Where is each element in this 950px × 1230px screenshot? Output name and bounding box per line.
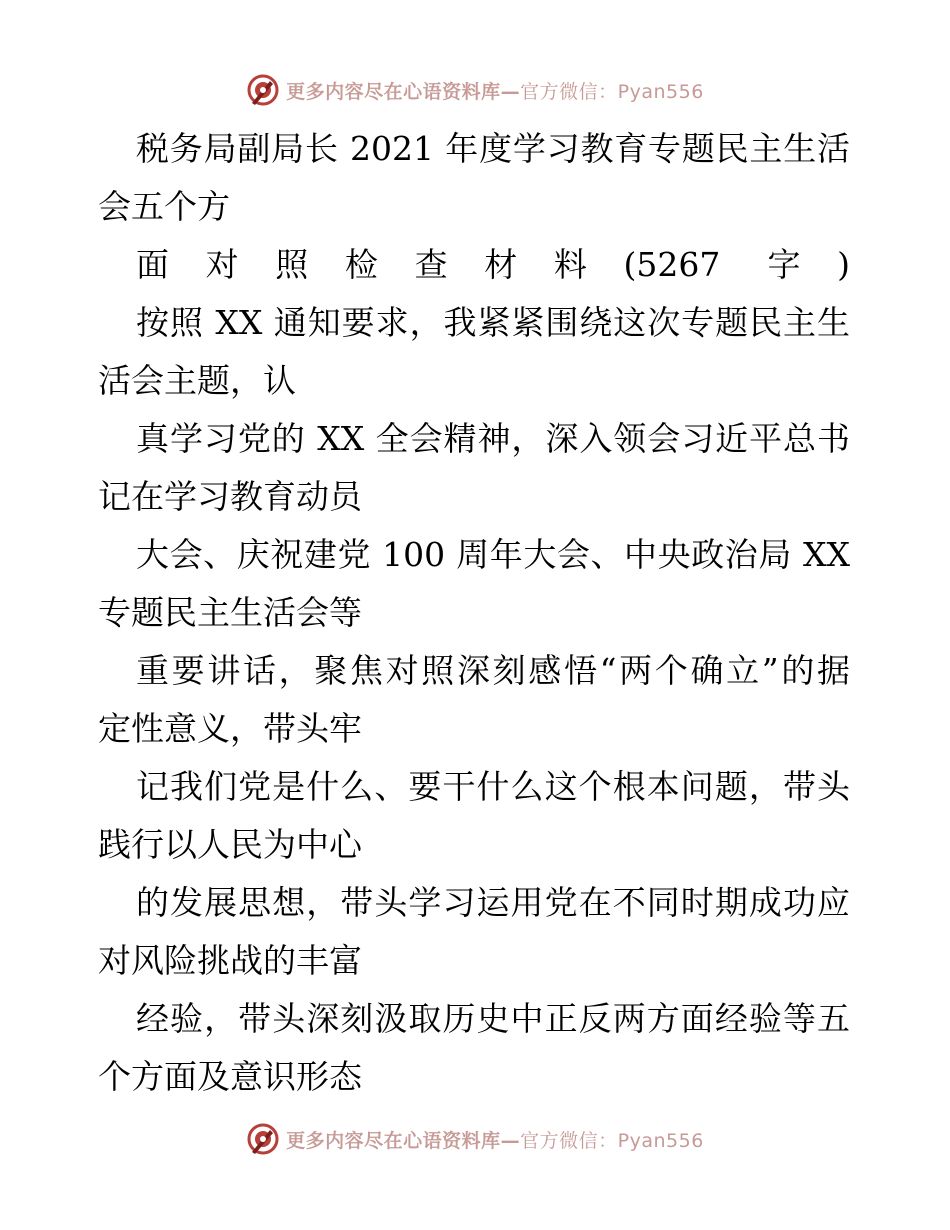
watermark-text: [286, 1126, 704, 1153]
header-watermark: [0, 68, 950, 112]
text-line: 专题民主生活会等: [98, 593, 362, 632]
text-line: 个方面及意识形态: [98, 1057, 362, 1096]
text-line: 记在学习教育动员: [98, 477, 362, 516]
text-line: 的发展思想，带头学习运用党在不同时期成功应: [136, 883, 850, 922]
quill-seal-icon: [246, 73, 280, 107]
text-line: 经验，带头深刻汲取历史中正反两方面经验等五: [136, 999, 850, 1038]
text-line: 面对照检查材料(5267 字): [136, 245, 850, 284]
text-line: 记我们党是什么、要干什么这个根本问题，带头: [136, 767, 850, 806]
document-body: [98, 120, 850, 1106]
text-line: 践行以人民为中心: [98, 825, 362, 864]
watermark-library-text: 更多内容尽在心语资料库—: [286, 80, 521, 103]
text-line: 税务局副局长 2021 年度学习教育专题民主生活: [136, 129, 850, 168]
text-line: 会五个方: [98, 187, 230, 226]
text-line: 对风险挑战的丰富: [98, 941, 362, 980]
text-line: 真学习党的 XX 全会精神，深入领会习近平总书: [136, 419, 850, 458]
text-line: 定性意义，带头牢: [98, 709, 362, 748]
watermark-library-text: 更多内容尽在心语资料库—: [286, 1129, 521, 1152]
watermark-wechat-text: 官方微信：Pyan556: [520, 1129, 704, 1152]
footer-watermark: [0, 1117, 950, 1161]
watermark-wechat-text: 官方微信：Pyan556: [520, 80, 704, 103]
text-line: 重要讲话，聚焦对照深刻感悟“两个确立”的据: [136, 651, 850, 690]
text-line: 按照 XX 通知要求，我紧紧围绕这次专题民主生: [136, 303, 850, 342]
text-line: 大会、庆祝建党 100 周年大会、中央政治局 XX: [136, 535, 850, 574]
quill-seal-icon: [246, 1122, 280, 1156]
text-line: 活会主题，认: [98, 361, 296, 400]
watermark-text: [286, 77, 704, 104]
